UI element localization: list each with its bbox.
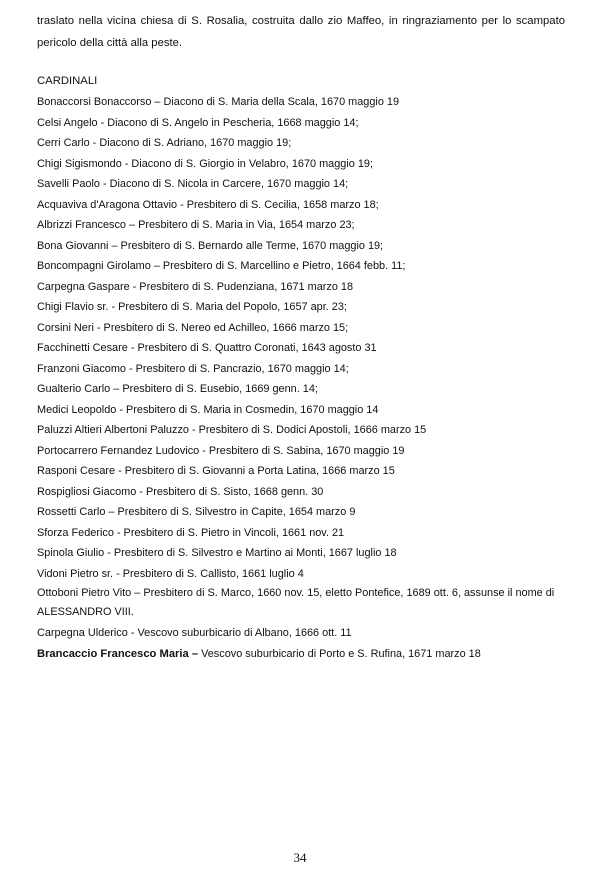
list-item: Bonaccorsi Bonaccorso – Diacono di S. Maria della Scala, 1670 maggio 19	[37, 96, 400, 108]
list-item: Albrizzi Francesco – Presbitero di S. Maria in Via, 1654 marzo 23;	[37, 219, 355, 231]
list-item: Acquaviva d'Aragona Ottavio - Presbitero di S. Cecilia, 1658 marzo 18;	[37, 198, 379, 211]
list-item: Rossetti Carlo – Presbitero di S. Silvestro in Capite, 1654 marzo 9	[37, 506, 356, 518]
list-item: Savelli Paolo - Diacono di S. Nicola in Carcere, 1670 maggio 14;	[37, 178, 349, 190]
intro-paragraph: traslato nella vicina chiesa di S. Rosalia, costruita dallo zio Maffeo, in ringraziamento per lo scampato pericolo della città alla peste.	[37, 15, 565, 49]
list-item: Vidoni Pietro sr. - Presbitero di S. Callisto, 1661 luglio 4	[37, 567, 304, 580]
highlighted-text: Vescovo suburbicario di Porto e S. Rufina, 1671 marzo 18	[198, 647, 481, 660]
list-item: Corsini Neri - Presbitero di S. Nereo ed Achilleo, 1666 marzo 15;	[37, 321, 349, 334]
list-item: Spinola Giulio - Presbitero di S. Silvestro e Martino ai Monti, 1667 luglio 18	[37, 547, 397, 559]
highlighted-name: Brancaccio Francesco Maria –	[37, 647, 199, 660]
list-item-highlighted	[37, 644, 567, 665]
list-item: Facchinetti Cesare - Presbitero di S. Quattro Coronati, 1643 agosto 31	[37, 342, 377, 354]
list-item: Carpegna Ulderico - Vescovo suburbicario di Albano, 1666 ott. 11	[37, 627, 352, 639]
list-item: Rospigliosi Giacomo - Presbitero di S. Sisto, 1668 genn. 30	[37, 485, 324, 498]
list-item: Medici Leopoldo - Presbitero di S. Maria in Cosmedin, 1670 maggio 14	[37, 403, 379, 416]
cardinals-list	[37, 92, 567, 664]
list-item: Sforza Federico - Presbitero di S. Pietro in Vincoli, 1661 nov. 21	[37, 526, 345, 539]
list-item: Chigi Sigismondo - Diacono di S. Giorgio in Velabro, 1670 maggio 19;	[37, 157, 373, 170]
list-item: Gualterio Carlo – Presbitero di S. Eusebio, 1669 genn. 14;	[37, 383, 318, 395]
list-item: Bona Giovanni – Presbitero di S. Bernardo alle Terme, 1670 maggio 19;	[37, 239, 384, 252]
list-item: Carpegna Gaspare - Presbitero di S. Pudenziana, 1671 marzo 18	[37, 280, 354, 293]
section-heading: CARDINALI	[37, 75, 98, 87]
list-item: Celsi Angelo - Diacono di S. Angelo in Pescheria, 1668 maggio 14;	[37, 116, 359, 129]
page-number: 34	[293, 850, 307, 865]
list-item: Paluzzi Altieri Albertoni Paluzzo - Presbitero di S. Dodici Apostoli, 1666 marzo 15	[37, 424, 427, 436]
list-item: Ottoboni Pietro Vito – Presbitero di S. Marco, 1660 nov. 15, eletto Pontefice, 1689 ott. 6, assunse il nome di ALESSANDRO VIII.	[37, 587, 555, 618]
list-item: Boncompagni Girolamo – Presbitero di S. Marcellino e Pietro, 1664 febb. 11;	[37, 260, 406, 272]
list-item: Portocarrero Fernandez Ludovico - Presbitero di S. Sabina, 1670 maggio 19	[37, 444, 405, 457]
list-item: Rasponi Cesare - Presbitero di S. Giovanni a Porta Latina, 1666 marzo 15	[37, 465, 395, 477]
list-item: Chigi Flavio sr. - Presbitero di S. Maria del Popolo, 1657 apr. 23;	[37, 301, 347, 313]
list-item: Franzoni Giacomo - Presbitero di S. Pancrazio, 1670 maggio 14;	[37, 362, 349, 375]
list-item: Cerri Carlo - Diacono di S. Adriano, 1670 maggio 19;	[37, 137, 292, 149]
